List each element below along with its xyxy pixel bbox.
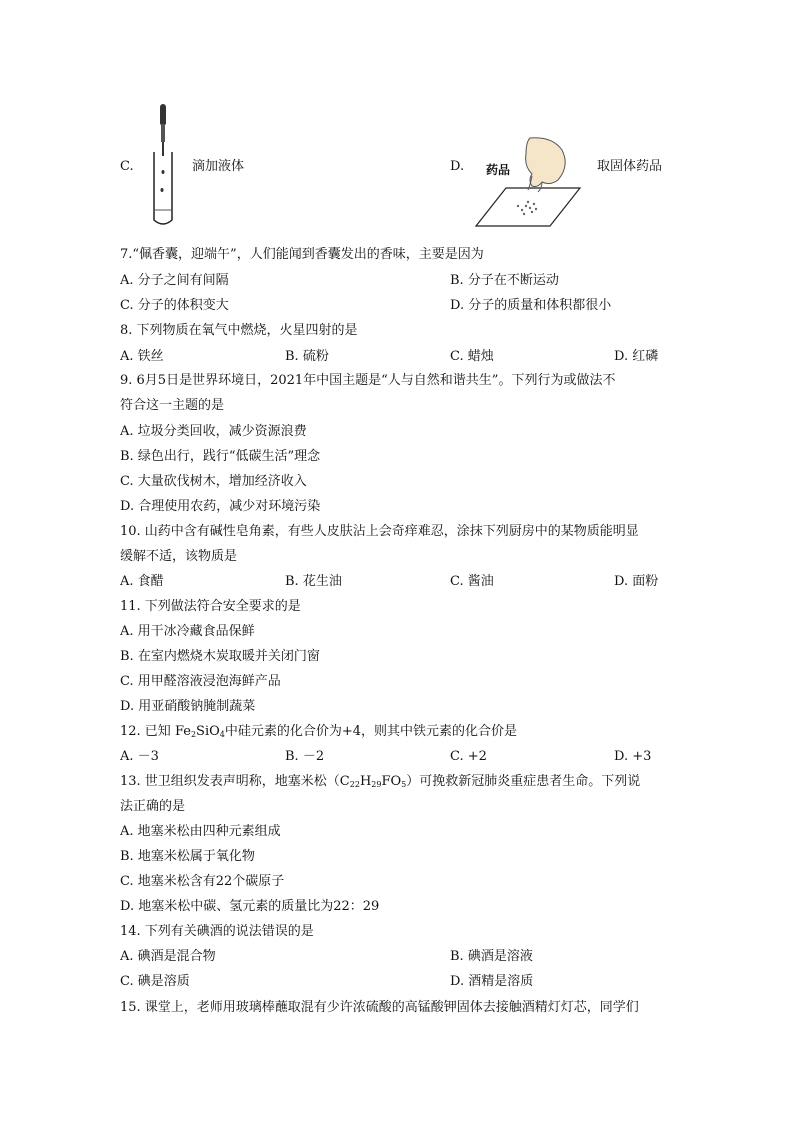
q13-sub-o: 5	[401, 780, 407, 789]
q12-option-a: A. －3	[120, 749, 159, 764]
dropper-test-tube-figure	[148, 100, 180, 230]
q10-option-a: A. 食醋	[120, 574, 164, 589]
q13-option-c: C. 地塞米松含有22个碳原子	[120, 874, 285, 889]
q6-option-d-letter: D.	[450, 159, 465, 174]
q13-fo: FO	[381, 774, 402, 789]
q6-option-c-letter: C.	[120, 159, 134, 174]
q8-option-a: A. 铁丝	[120, 349, 164, 364]
q13-option-b: B. 地塞米松属于氧化物	[120, 849, 255, 864]
q12-sub-2: 4	[219, 730, 225, 739]
q12-sub-1: 2	[190, 730, 197, 739]
q13-sub-h: 29	[371, 780, 382, 789]
q13-stem-post: ）可挽救新冠肺炎重症患者生命。下列说	[406, 774, 641, 789]
q14-option-c: C. 碘是溶质	[120, 974, 190, 989]
take-solid-reagent-figure	[472, 136, 582, 232]
q8-option-c: C. 蜡烛	[450, 349, 494, 364]
q10-option-c: C. 酱油	[450, 574, 494, 589]
q9-option-c: C. 大量砍伐树木，增加经济收入	[120, 474, 307, 489]
q6-figure-label: 药品	[486, 163, 511, 177]
q8-option-d: D. 红磷	[614, 349, 659, 364]
q12-stem-pre: 12. 已知 Fe	[120, 724, 191, 739]
q10-stem-line1: 10. 山药中含有碱性皂角素，有些人皮肤沾上会奇痒难忍，涂抹下列厨房中的某物质能明显	[120, 524, 639, 539]
q7-option-d: D. 分子的质量和体积都很小	[450, 298, 612, 313]
q11-option-b: B. 在室内燃烧木炭取暖并关闭门窗	[120, 649, 320, 664]
q9-option-b: B. 绿色出行，践行“低碳生活”理念	[120, 449, 321, 464]
q14-option-a: A. 碘酒是混合物	[120, 949, 216, 964]
q11-stem: 11. 下列做法符合安全要求的是	[120, 599, 301, 614]
q9-stem-line1: 9. 6月5日是世界环境日，2021年中国主题是“人与自然和谐共生”。下列行为或做法不	[120, 373, 616, 388]
q11-option-a: A. 用干冰冷藏食品保鲜	[120, 624, 255, 639]
q9-option-d: D. 合理使用农药，减少对环境污染	[120, 499, 321, 514]
q6-option-d-text: 取固体药品	[597, 159, 663, 174]
q12-option-c: C. +2	[450, 749, 487, 764]
q6-option-c-text: 滴加液体	[192, 159, 245, 174]
q13-h: H	[359, 774, 372, 789]
q12-stem-mid: SiO	[196, 724, 220, 739]
q7-option-c: C. 分子的体积变大	[120, 298, 229, 313]
q12-stem-post: 中硅元素的化合价为+4，则其中铁元素的化合价是	[224, 724, 518, 739]
q10-stem-line2: 缓解不适，该物质是	[120, 549, 238, 564]
q15-stem: 15. 课堂上，老师用玻璃棒蘸取混有少许浓硫酸的高锰酸钾固体去接触酒精灯灯芯，同学们	[120, 1000, 639, 1015]
q14-stem: 14. 下列有关碘酒的说法错误的是	[120, 924, 314, 939]
q13-option-d: D. 地塞米松中碳、氢元素的质量比为22：29	[120, 899, 380, 914]
q13-option-a: A. 地塞米松由四种元素组成	[120, 824, 281, 839]
q7-stem: 7.“佩香囊，迎端午”，人们能闻到香囊发出的香味，主要是因为	[120, 247, 484, 262]
q10-option-d: D. 面粉	[614, 574, 659, 589]
q14-option-d: D. 酒精是溶质	[450, 974, 534, 989]
q13-sub-c: 22	[349, 780, 360, 789]
q13-stem-line2: 法正确的是	[120, 799, 186, 814]
q13-stem-line1	[120, 772, 640, 795]
q12-option-b: B. －2	[285, 749, 325, 764]
q7-option-b: B. 分子在不断运动	[450, 273, 559, 288]
q10-option-b: B. 花生油	[285, 574, 342, 589]
q7-option-a: A. 分子之间有间隔	[120, 273, 229, 288]
q9-option-a: A. 垃圾分类回收，减少资源浪费	[120, 424, 307, 439]
q8-option-b: B. 硫粉	[285, 349, 329, 364]
q12-option-d: D. +3	[614, 749, 652, 764]
q11-option-d: D. 用亚硝酸钠腌制蔬菜	[120, 699, 256, 714]
q8-stem: 8. 下列物质在氧气中燃烧，火星四射的是	[120, 323, 358, 338]
q12-stem	[120, 722, 517, 745]
q9-stem-line2: 符合这一主题的是	[120, 398, 225, 413]
q14-option-b: B. 碘酒是溶液	[450, 949, 533, 964]
q13-stem-pre: 13. 世卫组织发表声明称，地塞米松（C	[120, 774, 350, 789]
q11-option-c: C. 用甲醛溶液浸泡海鲜产品	[120, 674, 281, 689]
